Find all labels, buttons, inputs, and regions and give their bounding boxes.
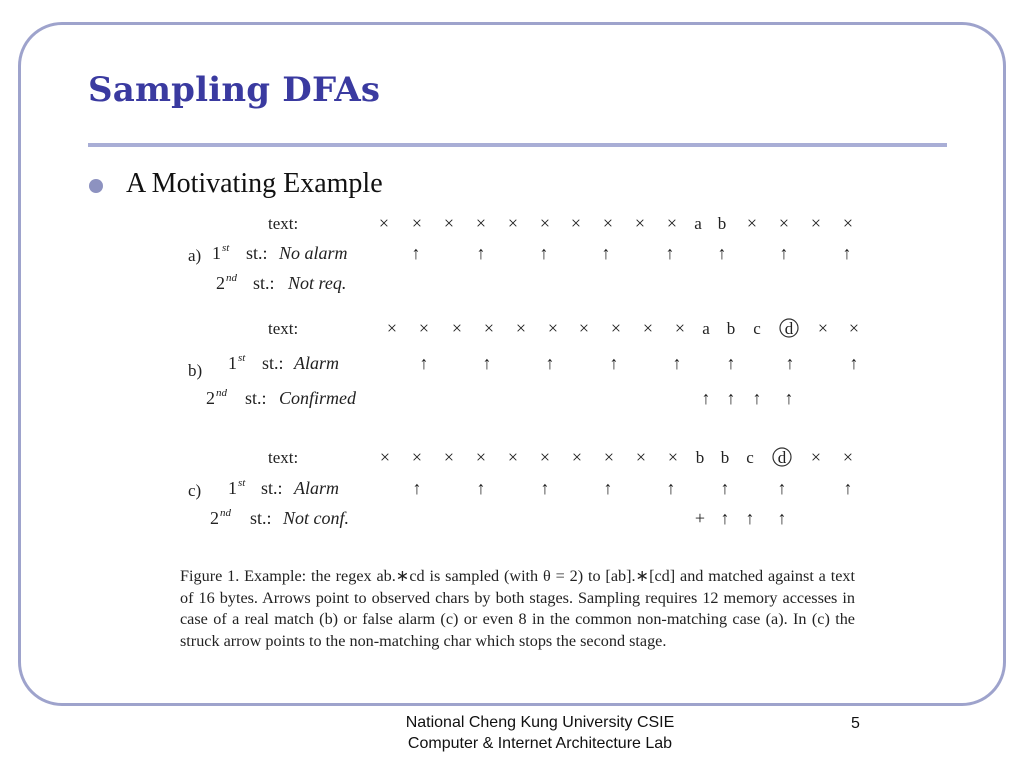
panel-b-first-stage-st: st.:: [262, 353, 284, 373]
panel-b-text-char: d: [784, 319, 794, 338]
panel-b-second-stage-sup: nd: [216, 387, 227, 399]
panel-b-text-char: a: [702, 319, 710, 338]
panel-c-text-cross: ×: [667, 447, 679, 467]
panel-b-second-arrow: ↑: [752, 388, 762, 408]
panel-c-text-cross: ×: [539, 447, 551, 467]
panel-c-second-arrow: ↑: [720, 508, 730, 528]
panel-c-second-stage-st: st.:: [250, 508, 272, 528]
panel-b-text-cross: ×: [386, 318, 398, 338]
panel-a-text-cross: ×: [666, 213, 678, 233]
panel-a-second-stage-status: Not req.: [288, 273, 347, 293]
bullet-text: A Motivating Example: [126, 168, 383, 199]
panel-b-second-arrow: ↑: [784, 388, 794, 408]
panel-b-first-arrow: ↑: [482, 353, 492, 373]
panel-a-text-cross: ×: [842, 213, 854, 233]
panel-a-second-stage-ord: 2: [216, 273, 225, 293]
page-number: 5: [851, 715, 860, 732]
panel-a-text-cross: ×: [634, 213, 646, 233]
panel-a-first-stage-ord: 1: [212, 243, 221, 263]
panel-a-first-stage-sup: st: [222, 242, 230, 254]
panel-b-first-arrow: ↑: [419, 353, 429, 373]
panel-a-text-cross: ×: [539, 213, 551, 233]
panel-b-text-cross: ×: [547, 318, 559, 338]
panel-a-text-cross: ×: [746, 213, 758, 233]
panel-c-text-char: d: [777, 448, 787, 467]
panel-b-first-stage-status: Alarm: [294, 353, 339, 373]
panel-b-text-cross: ×: [848, 318, 860, 338]
panel-a-text-label: text:: [268, 214, 299, 233]
panel-a-first-arrow: ↑: [665, 243, 675, 263]
panel-a-first-arrow: ↑: [476, 243, 486, 263]
panel-b-first-stage-ord: 1: [228, 353, 237, 373]
panel-c-first-stage-st: st.:: [261, 478, 283, 498]
panel-c-text-label: text:: [268, 448, 299, 467]
panel-c-label: c): [188, 481, 202, 500]
panel-c-second-arrow: ↑: [745, 508, 755, 528]
panel-c-second-stage-ord: 2: [210, 508, 219, 528]
panel-c-second-stage-sup: nd: [220, 507, 231, 519]
panel-b-first-arrow: ↑: [609, 353, 619, 373]
panel-c-second-arrow: ↑: [777, 508, 787, 528]
panel-b-second-stage-status: Confirmed: [279, 388, 357, 408]
panel-c-second-stage-status: Not conf.: [283, 508, 349, 528]
panel-a-text-cross: ×: [810, 213, 822, 233]
panel-a-text-cross: ×: [507, 213, 519, 233]
panel-c-first-arrow: ↑: [666, 478, 676, 498]
panel-b-text-cross: ×: [817, 318, 829, 338]
panel-b-text-char: c: [753, 319, 761, 338]
panel-c-first-arrow: ↑: [540, 478, 550, 498]
panel-a-text-cross: ×: [411, 213, 423, 233]
panel-c-text-cross: ×: [443, 447, 455, 467]
panel-b-text-cross: ×: [642, 318, 654, 338]
panel-a-first-arrow: ↑: [717, 243, 727, 263]
slide-title: Sampling DFAs: [88, 70, 381, 110]
panel-b-text-cross: ×: [610, 318, 622, 338]
panel-a-second-stage-st: st.:: [253, 273, 275, 293]
panel-c-first-stage-status: Alarm: [294, 478, 339, 498]
panel-b-text-cross: ×: [515, 318, 527, 338]
panel-b-second-arrow: ↑: [701, 388, 711, 408]
panel-c-text-cross: ×: [842, 447, 854, 467]
panel-c-text-cross: ×: [379, 447, 391, 467]
panel-c-text-cross: ×: [810, 447, 822, 467]
panel-b-second-arrow: ↑: [726, 388, 736, 408]
panel-b-first-arrow: ↑: [785, 353, 795, 373]
panel-b-text-cross: ×: [483, 318, 495, 338]
panel-b-text-cross: ×: [451, 318, 463, 338]
panel-a-first-arrow: ↑: [539, 243, 549, 263]
panel-a-first-stage-st: st.:: [246, 243, 268, 263]
panel-b-second-stage-ord: 2: [206, 388, 215, 408]
panel-b-label: b): [188, 361, 203, 380]
panel-b-first-stage-sup: st: [238, 352, 246, 364]
panel-c-first-stage-sup: st: [238, 477, 246, 489]
panel-c-text-cross: ×: [507, 447, 519, 467]
footer-line-1: National Cheng Kung University CSIE: [405, 714, 675, 731]
panel-a-text-cross: ×: [475, 213, 487, 233]
panel-a-second-stage-sup: nd: [226, 272, 237, 284]
panel-c-text-cross: ×: [411, 447, 423, 467]
panel-b-first-arrow: ↑: [726, 353, 736, 373]
panel-a-first-arrow: ↑: [842, 243, 852, 263]
panel-c-first-arrow: ↑: [720, 478, 730, 498]
panel-b-text-cross: ×: [578, 318, 590, 338]
panel-c-text-cross: ×: [635, 447, 647, 467]
panel-b-text-cross: ×: [418, 318, 430, 338]
panel-a-text-char: a: [694, 214, 702, 233]
panel-c-text-char: b: [720, 448, 730, 467]
panel-c-text-cross: ×: [603, 447, 615, 467]
panel-a-text-cross: ×: [570, 213, 582, 233]
panel-a-first-stage-status: No alarm: [279, 243, 348, 263]
panel-a-text-cross: ×: [602, 213, 614, 233]
panel-c-text-cross: ×: [475, 447, 487, 467]
panel-c-first-arrow: ↑: [412, 478, 422, 498]
panel-b-first-arrow: ↑: [849, 353, 859, 373]
panel-c-first-arrow: ↑: [476, 478, 486, 498]
panel-c-struck-arrow: +: [694, 508, 706, 528]
panel-a-text-char: b: [717, 214, 727, 233]
panel-a-text-cross: ×: [443, 213, 455, 233]
panel-b-second-stage-st: st.:: [245, 388, 267, 408]
panel-b-text-label: text:: [268, 319, 299, 338]
panel-c-first-stage-ord: 1: [228, 478, 237, 498]
panel-c-text-char: b: [695, 448, 705, 467]
footer: [340, 712, 740, 754]
panel-b-text-cross: ×: [674, 318, 686, 338]
figure-caption: Figure 1. Example: the regex ab.∗cd is sampled (with θ = 2) to [ab].∗[cd] and matched against a text of 16 bytes. Arrows point to observed chars by both stages. Sampling requires 12 memory accesses in case of a real match (b) or false alarm (c) or even 8 in the common non-matching case (a). In (c) the struck arrow points to the non-matching char which stops the second stage.: [180, 567, 855, 650]
panel-b-text-char: b: [726, 319, 736, 338]
panel-a-text-cross: ×: [778, 213, 790, 233]
panel-c-first-arrow: ↑: [603, 478, 613, 498]
panel-b-first-arrow: ↑: [672, 353, 682, 373]
panel-c-text-char: c: [746, 448, 754, 467]
panel-a-first-arrow: ↑: [411, 243, 421, 263]
panel-c-first-arrow: ↑: [777, 478, 787, 498]
panel-a-label: a): [188, 246, 202, 265]
panel-c-text-cross: ×: [571, 447, 583, 467]
panel-a-first-arrow: ↑: [601, 243, 611, 263]
panel-c-first-arrow: ↑: [843, 478, 853, 498]
panel-a-first-arrow: ↑: [779, 243, 789, 263]
panel-a-text-cross: ×: [378, 213, 390, 233]
footer-line-2: Computer & Internet Architecture Lab: [407, 735, 673, 752]
panel-b-first-arrow: ↑: [545, 353, 555, 373]
